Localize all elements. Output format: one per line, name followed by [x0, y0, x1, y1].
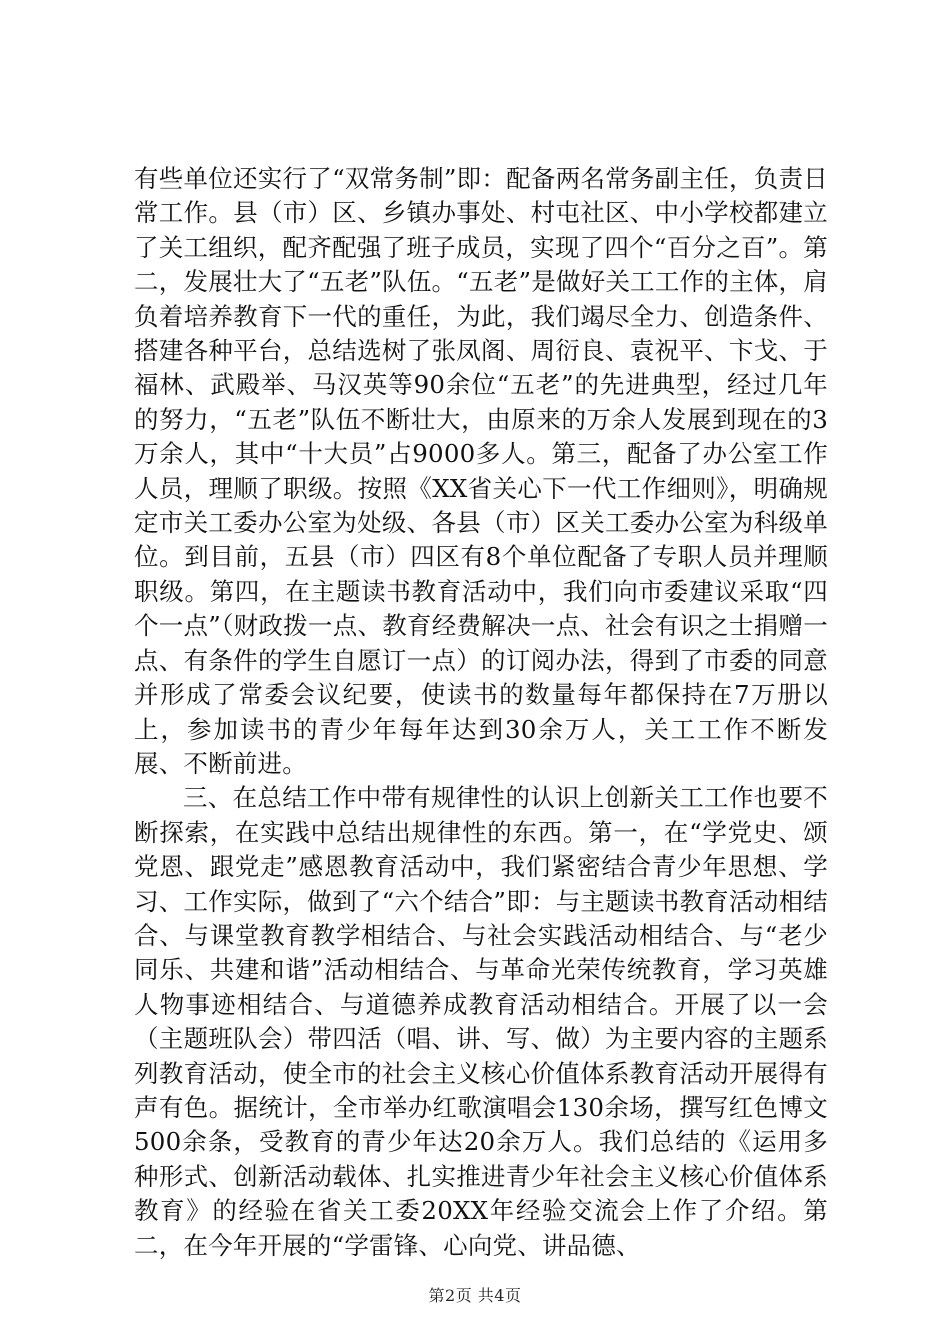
page-number-label: 第2页 共4页	[428, 1286, 522, 1305]
page-footer	[0, 1286, 950, 1306]
paragraph-1: 有些单位还实行了“双常务制”即：配备两名常务副主任，负责日常工作。县（市）区、乡镇办事处、村屯社区、中小学校都建立了关工组织，配齐配强了班子成员，实现了四个“百分之百”。第二，发展壮大了“五老”队伍。“五老”是做好关工工作的主体，肩负着培养教育下一代的重任，为此，我们竭尽全力、创造条件、搭建各种平台，总结选树了张凤阁、周衍良、袁祝平、卞戈、于福林、武殿举、马汉英等90余位“五老”的先进典型，经过几年的努力，“五老”队伍不断壮大，由原来的万余人发展到现在的3万余人，其中“十大员”占9000多人。第三，配备了办公室工作人员，理顺了职级。按照《XX省关心下一代工作细则》，明确规定市关工委办公室为处级、各县（市）区关工委办公室为科级单位。到目前，五县（市）四区有8个单位配备了专职人员并理顺职级。第四，在主题读书教育活动中，我们向市委建议采取“四个一点”（财政拨一点、教育经费解决一点、社会有识之士捐赠一点、有条件的学生自愿订一点）的订阅办法，得到了市委的同意并形成了常委会议纪要，使读书的数量每年都保持在7万册以上，参加读书的青少年每年达到30余万人，关工工作不断发展、不断前进。	[134, 164, 828, 778]
document-body	[134, 162, 828, 1263]
paragraph-2: 三、在总结工作中带有规律性的认识上创新关工工作也要不断探索，在实践中总结出规律性的东西。第一，在“学党史、颂党恩、跟党走”感恩教育活动中，我们紧密结合青少年思想、学习、工作实际，做到了“六个结合”即：与主题读书教育活动相结合、与课堂教育教学相结合、与社会实践活动相结合、与“老少同乐、共建和谐”活动相结合、与革命光荣传统教育，学习英雄人物事迹相结合、与道德养成教育活动相结合。开展了以一会（主题班队会）带四活（唱、讲、写、做）为主要内容的主题系列教育活动，使全市的社会主义核心价值体系教育活动开展得有声有色。据统计，全市举办红歌演唱会130余场，撰写红色博文500余条，受教育的青少年达20余万人。我们总结的《运用多种形式、创新活动载体、扎实推进青少年社会主义核心价值体系教育》的经验在省关工委20XX年经验交流会上作了介绍。第二，在今年开展的“学雷锋、心向党、讲品德、	[134, 783, 828, 1260]
